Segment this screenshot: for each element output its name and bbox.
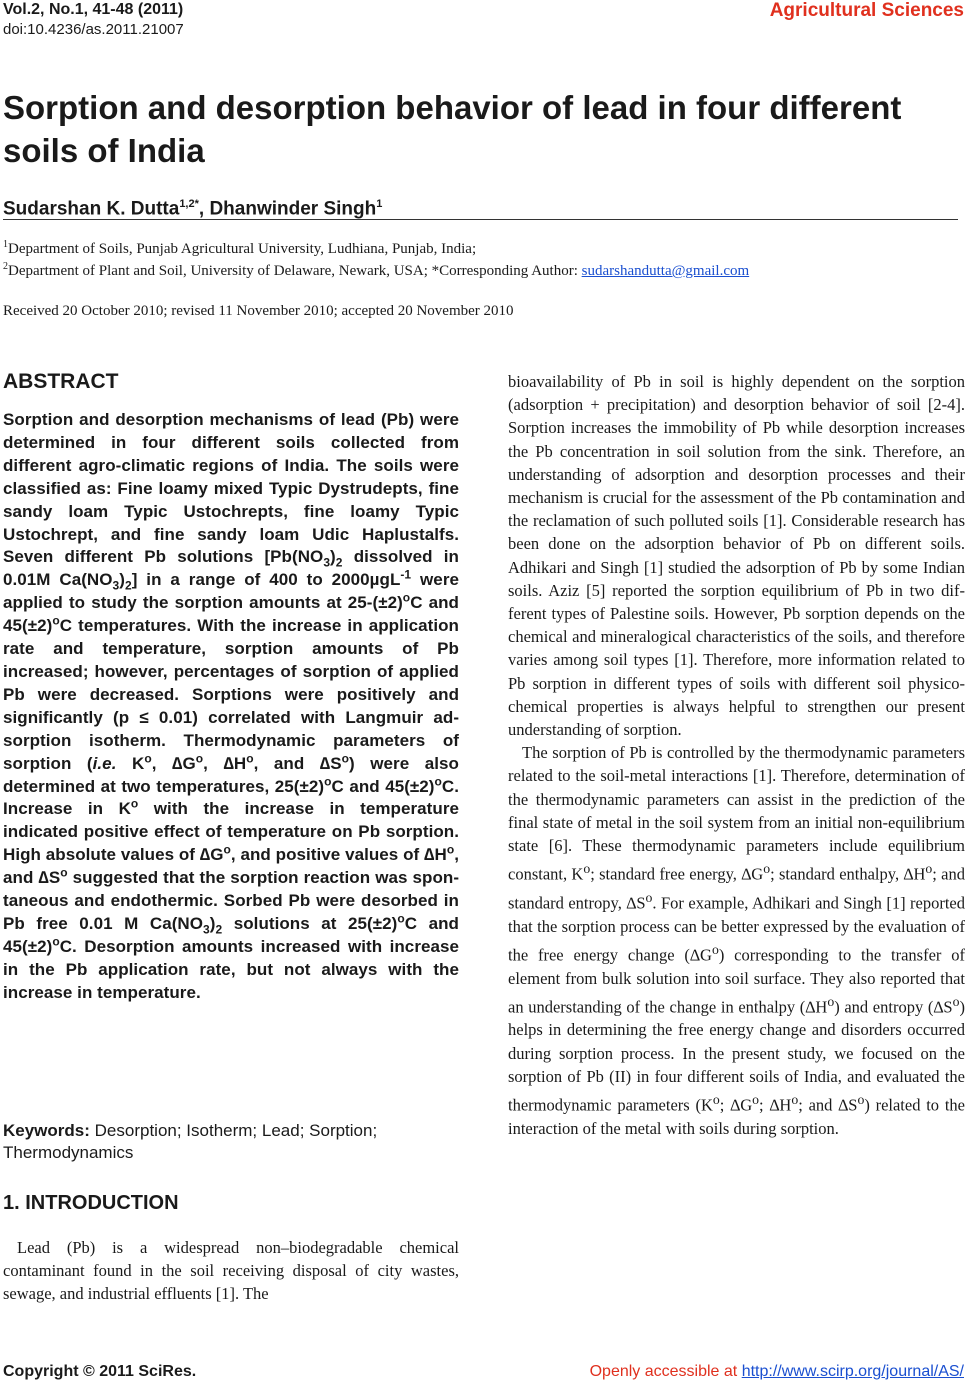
authors bbox=[3, 192, 382, 221]
title-divider bbox=[3, 219, 958, 220]
right-column bbox=[508, 370, 965, 1140]
journal-name: Agricultural Sciences bbox=[769, 0, 964, 21]
received-dates: Received 20 October 2010; revised 11 November 2010; accepted 20 November 2010 bbox=[3, 303, 514, 319]
affiliation-1-text: Department of Soils, Punjab Agricultural University, Ludhiana, Punjab, India; bbox=[8, 241, 477, 257]
abstract-body: Sorption and desorption mechanisms of lead (Pb) were determined in four different soils collected from different agro-climatic regions of India. The soils were classified as: Fine loamy mixed Typic Dystrudepts, fine sandy loam Typic Ustochrepts, fine loamy Typic Ustochrept, and fine sandy loam Udic Haplustalfs. Seven different Pb solutions [$Pb(NO_3)_2$ dissolved in 0.01M $Ca(NO_3)_2$] in a range of 400 to 2000µgL$^{-1}$ were applied to study the sorption amounts at $25-(\pm 2)^oC$ and $45(\pm 2)^oC$ temperatures. With the increase in application rate and temperature, sorption amounts of Pb increased; however, percentages of sorption of applied Pb were decreased. Sorptions were positively and significantly (p ≤ 0.01) correlated with Langmuir adsorption isotherm. Thermodynamic parameters of sorption (i.e. $K^o$, $\Delta G^o$, $\Delta H^o$, and $\Delta S^o$) were also determined at two temperatures, $25(\pm 2)^oC$ and $45(\pm 2)^oC$. Increase in $K^o$ with the increase in temperature indicated positive effect of temperature on Pb sorption. High absolute values of $\Delta G^o$, and positive values of $\Delta H^o$, and $\Delta S^o$ suggested that the sorption reaction was spontaneous and endothermic. Sorbed Pb were desorbed in Pb free 0.01 M $Ca(NO_3)_2$ solutions at $25(\pm 2)^oC$ and $45(\pm 2)^oC$. Desorption amounts increased with increase in the Pb application rate, but not always with the increase in temperature. bbox=[3, 410, 460, 1002]
corresponding-email-link[interactable]: sudarshandutta@gmail.com bbox=[581, 263, 750, 279]
journal-volume: Vol.2, No.1, 41-48 (2011) bbox=[3, 1, 184, 18]
affiliation-2-mark: 2 bbox=[3, 261, 8, 272]
introduction-heading: 1. INTRODUCTION bbox=[3, 1192, 179, 1214]
author-2: Dhanwinder Singh bbox=[209, 198, 377, 220]
abstract-heading: ABSTRACT bbox=[3, 370, 119, 393]
open-access-notice bbox=[590, 1362, 964, 1382]
author-1: Sudarshan K. Dutta bbox=[3, 198, 180, 220]
affiliation-1-mark: 1 bbox=[3, 239, 8, 250]
open-access-text: Openly accessible at bbox=[589, 1363, 742, 1380]
author-1-affiliation-mark: 1,2* bbox=[179, 198, 199, 210]
introduction-paragraph-1-start: Lead (Pb) is a widespread non–biodegradable chemical contaminant found in the soil receiving disposal of city wastes, sewage, and industrial effluents [1]. The bbox=[3, 1238, 459, 1304]
doi: doi:10.4236/as.2011.21007 bbox=[3, 21, 184, 38]
journal-url-link[interactable]: http://www.scirp.org/journal/AS/ bbox=[741, 1363, 964, 1380]
affiliation-2 bbox=[3, 258, 749, 280]
author-2-affiliation-mark: 1 bbox=[376, 198, 383, 210]
keywords-label: Keywords: bbox=[3, 1121, 90, 1140]
introduction-paragraph-2: The sorption of Pb is controlled by the thermodynamic parameters related to the soil-metal interactions [1]. Therefore, determination of the thermodynamic parameters can assist in the prediction of the final state of metal in the soil system from an initial non-equilibrium state [6]. These thermodynamic parameters include equilibrium constant, $K^o$; standard free energy, $\Delta G^o$; standard enthalpy, $\Delta H^o$; and standard entropy, $\Delta S^o$. For example, Adhikari and Singh [1] reported that the sorption process can be better expressed by the evaluation of the free energy change $(\Delta G^o)$ corresponding to the transfer of element from bulk solution into soil surface. They also reported that an understanding of the change in enthalpy $(\Delta H^o)$ and entropy $(\Delta S^o)$ helps in determining the free energy change and disorders occurred during sorption process. In the present study, we focused on the sorption of Pb (II) in four different soils of India, and evaluated the thermodynamic parameters ($K^o$; $\Delta G^o$; $\Delta H^o$; and $\Delta S^o$) related to the interaction of the metal with soils during sorption. bbox=[508, 743, 965, 1138]
keywords-text: Desorption; Isotherm; Lead; Sorption; Thermodynamics bbox=[3, 1121, 378, 1162]
introduction-paragraph-1-cont: bioavailability of Pb in soil is highly dependent on the sorption (adsorption + precipitation) and desorption behavior of soil [2-4]. Sorption increases the immobility of Pb while desorption increases the Pb concentration in soil solution from the sink. Therefore, an understanding of adsorption and desorption processes and their mechanism is crucial for the assessment of the Pb contamination and the reclamation of such polluted soils [1]. Considerable research has been done on the adsorption behavior of Pb on different soils. Adhikari and Singh [1] studied the adsorption of Pb by some Indian soils. Aziz [5] reported the sorption equilibrium of Pb in two different types of Palestine soils. However, Pb sorption depends on the chemical and mineralogical characteristics of the soils, and therefore varies among soil types [1]. Therefore, more information related to Pb sorption in different types of soils with different soil physico-chemical properties is always helpful to strengthen our present understanding of sorption. bbox=[508, 372, 965, 740]
affiliation-2-text: Department of Plant and Soil, University of Delaware, Newark, USA; *Corresponding Author: bbox=[8, 263, 582, 279]
affiliation-1 bbox=[3, 236, 476, 258]
paper-title: Sorption and desorption behavior of lead in four different soils of India bbox=[3, 89, 902, 169]
copyright: Copyright © 2011 SciRes. bbox=[3, 1363, 197, 1380]
author-separator: , bbox=[198, 198, 210, 220]
keywords bbox=[3, 1120, 463, 1164]
